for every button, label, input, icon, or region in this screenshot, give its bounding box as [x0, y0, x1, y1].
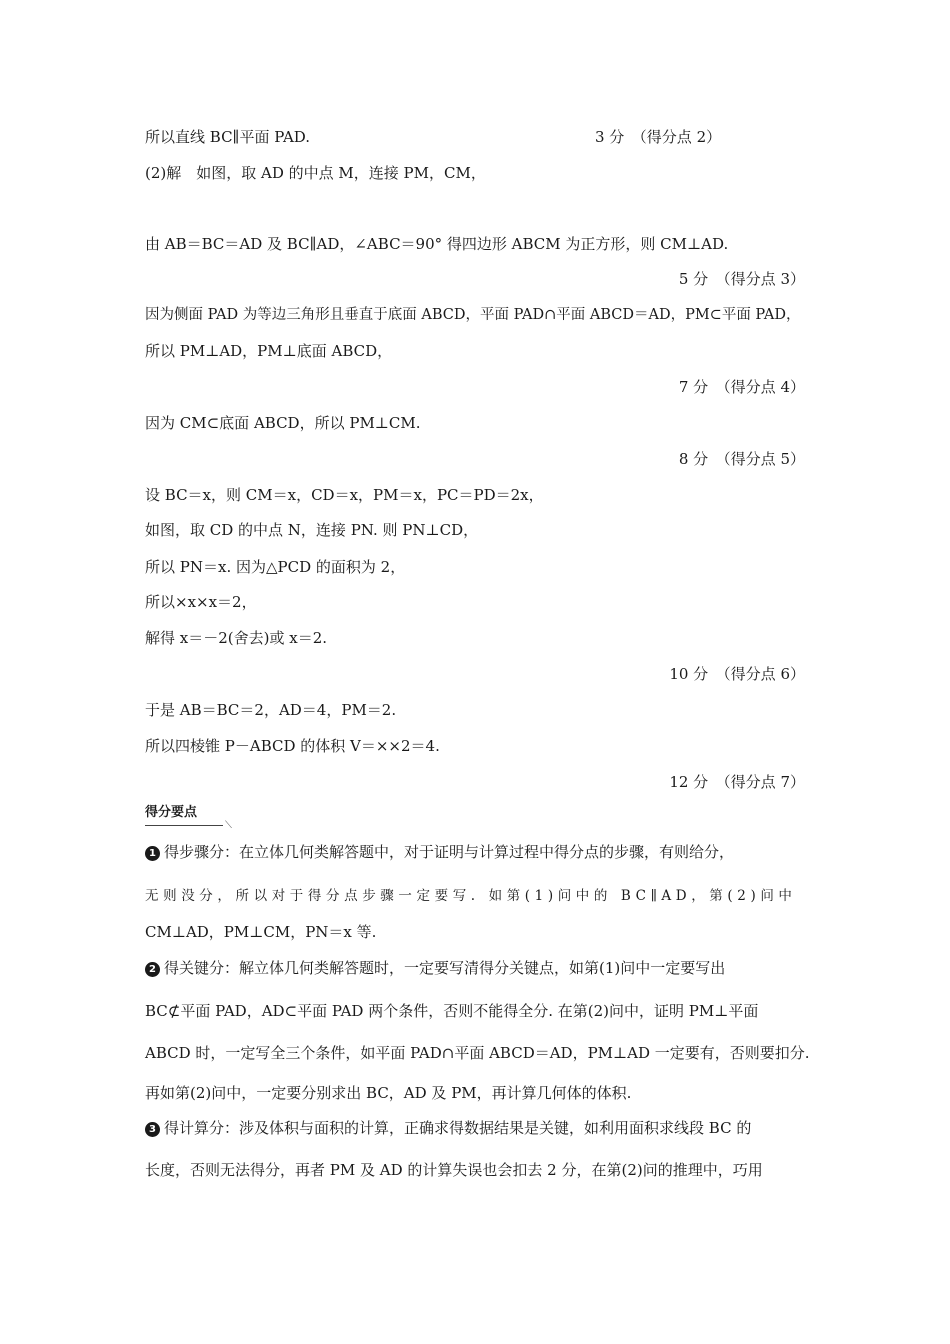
step-line: 所以 PN＝x. 因为△PCD 的面积为 2，	[145, 558, 406, 576]
key-point-line: ABCD 时，一定写全三个条件，如平面 PAD∩平面 ABCD＝AD，PM⊥AD 一定要有，否则要扣分.	[145, 1044, 810, 1062]
heading-underline	[145, 825, 223, 826]
key-point-line: 3 得计算分：涉及体积与面积的计算，正确求得数据结果是关键，如利用面积求线段 BC 的	[145, 1118, 751, 1138]
score-annotation: 10 分 （得分点 6）	[669, 665, 805, 683]
key-point-line: 1 得步骤分：在立体几何类解答题中，对于证明与计算过程中得分点的步骤，有则给分，	[145, 842, 734, 862]
key-point-line: BC⊄平面 PAD，AD⊂平面 PAD 两个条件，否则不能得全分. 在第(2)问中，证明 PM⊥平面	[145, 1002, 759, 1020]
circled-number-badge: 1	[145, 846, 160, 861]
key-point-line: 再如第(2)问中，一定要分别求出 BC，AD 及 PM，再计算几何体的体积.	[145, 1084, 632, 1102]
key-point-line: 长度，否则无法得分，再者 PM 及 AD 的计算失误也会扣去 2 分，在第(2)问的推理中，巧用	[145, 1161, 763, 1179]
score-annotation: 8 分 （得分点 5）	[678, 450, 805, 468]
step-line: 如图，取 CD 的中点 N，连接 PN. 则 PN⊥CD，	[145, 521, 479, 539]
circled-number-badge: 2	[145, 962, 160, 977]
score-annotation: 5 分 （得分点 3）	[678, 270, 805, 288]
key-point-line: 2 得关键分：解立体几何类解答题时，一定要写清得分关键点，如第(1)问中一定要写出	[145, 958, 725, 978]
circled-number-badge: 3	[145, 1122, 160, 1137]
key-point-line: 无则没分，所以对于得分点步骤一定要写. 如第(1)问中的 BC∥AD，第(2)问中	[145, 888, 797, 904]
key-points-heading	[145, 803, 232, 831]
step-line: 由 AB＝BC＝AD 及 BC∥AD，∠ABC＝90° 得四边形 ABCM 为正方形，则 CM⊥AD.	[145, 235, 729, 253]
key-points-title: 得分要点	[145, 805, 198, 820]
step-line: 所以直线 BC∥平面 PAD.	[145, 128, 311, 146]
step-line: 因为 CM⊂底面 ABCD，所以 PM⊥CM.	[145, 414, 421, 432]
score-annotation: 12 分 （得分点 7）	[669, 773, 805, 791]
step-line: 所以四棱锥 P－ABCD 的体积 V＝××2＝4.	[145, 737, 440, 755]
score-annotation: 3 分 （得分点 2）	[595, 128, 722, 146]
step-line: (2)解 如图，取 AD 的中点 M，连接 PM，CM，	[145, 164, 486, 182]
step-line: 设 BC＝x，则 CM＝x，CD＝x，PM＝x，PC＝PD＝2x，	[145, 486, 544, 504]
step-line: 所以 PM⊥AD，PM⊥底面 ABCD，	[145, 342, 393, 360]
score-annotation: 7 分 （得分点 4）	[678, 378, 805, 396]
step-line: 解得 x＝－2(舍去)或 x＝2.	[145, 629, 328, 647]
step-line: 所以×x×x＝2，	[145, 593, 257, 611]
heading-tick-mark: ⟍	[225, 820, 232, 831]
key-point-line: CM⊥AD，PM⊥CM，PN＝x 等.	[145, 923, 377, 941]
step-line: 因为侧面 PAD 为等边三角形且垂直于底面 ABCD，平面 PAD∩平面 ABCD＝AD，PM⊂平面 PAD，	[145, 307, 801, 323]
step-line: 于是 AB＝BC＝2，AD＝4，PM＝2.	[145, 701, 397, 719]
